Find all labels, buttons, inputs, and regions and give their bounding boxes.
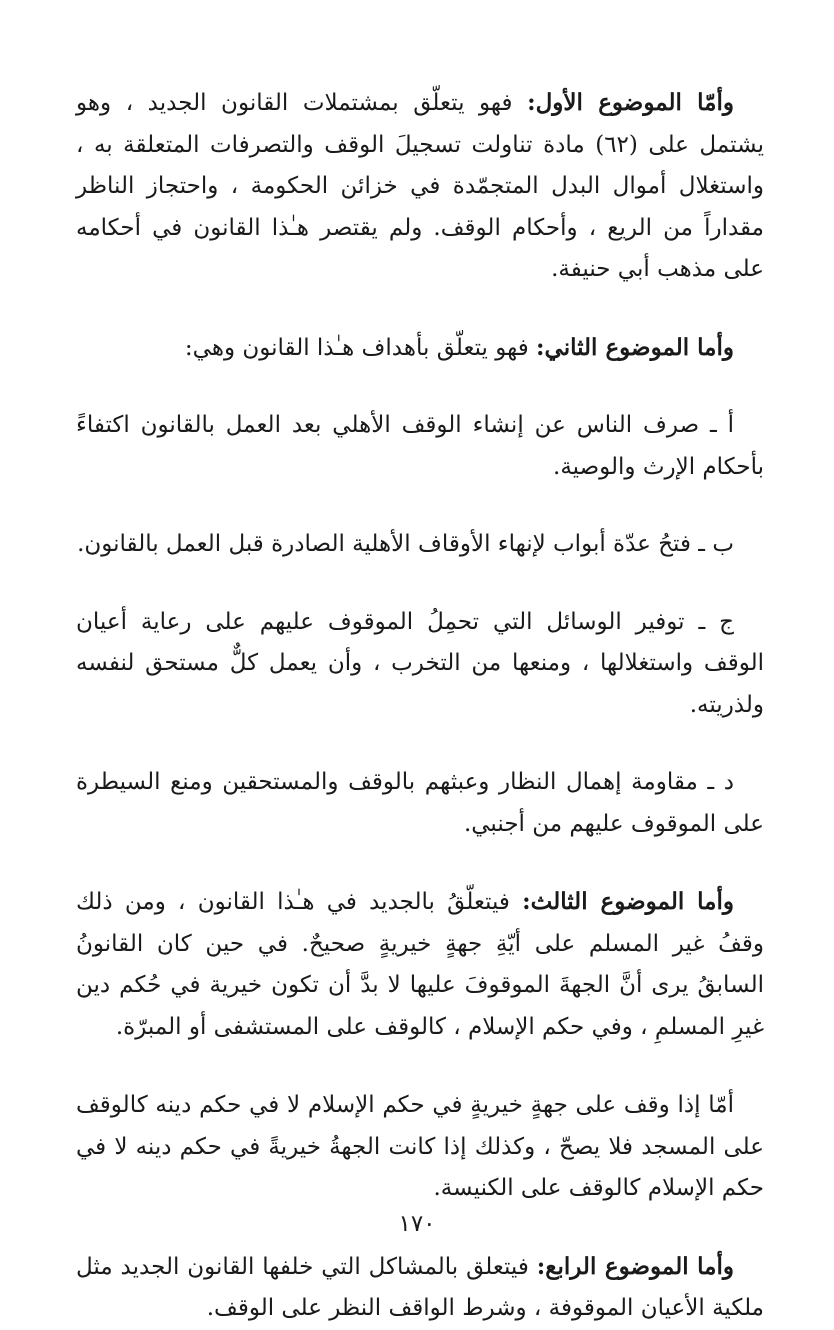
list-item: أ ـ صرف الناس عن إنشاء الوقف الأهلي بعد العمل بالقانون اكتفاءً بأحكام الإرث والوصية. — [76, 412, 764, 480]
paragraph-second-topic — [76, 327, 764, 370]
paragraph-text: أمّا إذا وقف على جهةٍ خيريةٍ في حكم الإسلام لا في حكم دينه كالوقف على المسجد فلا يصحّ ، وكذلك إذا كانت الجهةُ خيريةً في حكم دينه لا في حكم الإسلام كالوقف على الكنيسة. — [76, 1092, 764, 1201]
paragraph-lead: وأما الموضوع الثالث: — [522, 888, 734, 915]
paragraph-text: فهو يتعلّق بمشتملات القانون الجديد ، وهو يشتمل على (٦٢) مادة تناولت تسجيلَ الوقف والتصرفات المتعلقة به ، واستغلال أموال البدل المتجمّدة في خزائن الحكومة ، واحتجاز الناظر مقداراً من الريع ، وأحكام الوقف. ولم يقتصر هـٰذا القانون في أحكامه على مذهب أبي حنيفة. — [76, 90, 764, 282]
paragraph-first-topic — [76, 82, 764, 291]
paragraph-text: فيتعلق بالمشاكل التي خلفها القانون الجديد مثل ملكية الأعيان الموقوفة ، وشرط الواقف النظر على الوقف. — [76, 1253, 764, 1321]
paragraph-lead: وأما الموضوع الثاني: — [536, 333, 734, 361]
paragraph-text: فيتعلّقُ بالجديد في هـٰذا القانون ، ومن ذلك وقفُ غير المسلم على أيّةِ جهةٍ خيريةٍ صحيحٌ. في حين كان القانونُ السابقُ يرى أنَّ الجهةَ الموقوفَ عليها لا بدَّ أن تكون خيرية في حُكم دين غيرِ المسلمِ ، وفي حكم الإسلام ، كالوقف على المستشفى أو المبرّة. — [76, 889, 764, 1040]
paragraph-lead: وأما الموضوع الرابع: — [536, 1252, 734, 1280]
paragraph-lead: وأمّا الموضوع الأول: — [527, 89, 735, 116]
paragraph-fourth-topic — [76, 1246, 764, 1330]
paragraph-third-topic — [76, 881, 764, 1048]
list-item: د ـ مقاومة إهمال النظار وعبثهم بالوقف والمستحقين ومنع السيطرة على الموقوف عليهم من أجنبي. — [76, 769, 764, 837]
list-item: ج ـ توفير الوسائل التي تحمِلُ الموقوف عليهم على رعاية أعيان الوقف واستغلالها ، ومنعها من التخرب ، وأن يعمل كلٌّ مستحق لنفسه ولذريته. — [76, 608, 764, 718]
paragraph-text: فهو يتعلّق بأهداف هـٰذا القانون وهي: — [184, 334, 537, 361]
paragraph-exception — [76, 1084, 764, 1210]
page-number: ١٧٠ — [398, 1211, 436, 1237]
list-item: ب ـ فتحُ عدّة أبواب لإنهاء الأوقاف الأهلية الصادرة قبل العمل بالقانون. — [77, 531, 734, 557]
